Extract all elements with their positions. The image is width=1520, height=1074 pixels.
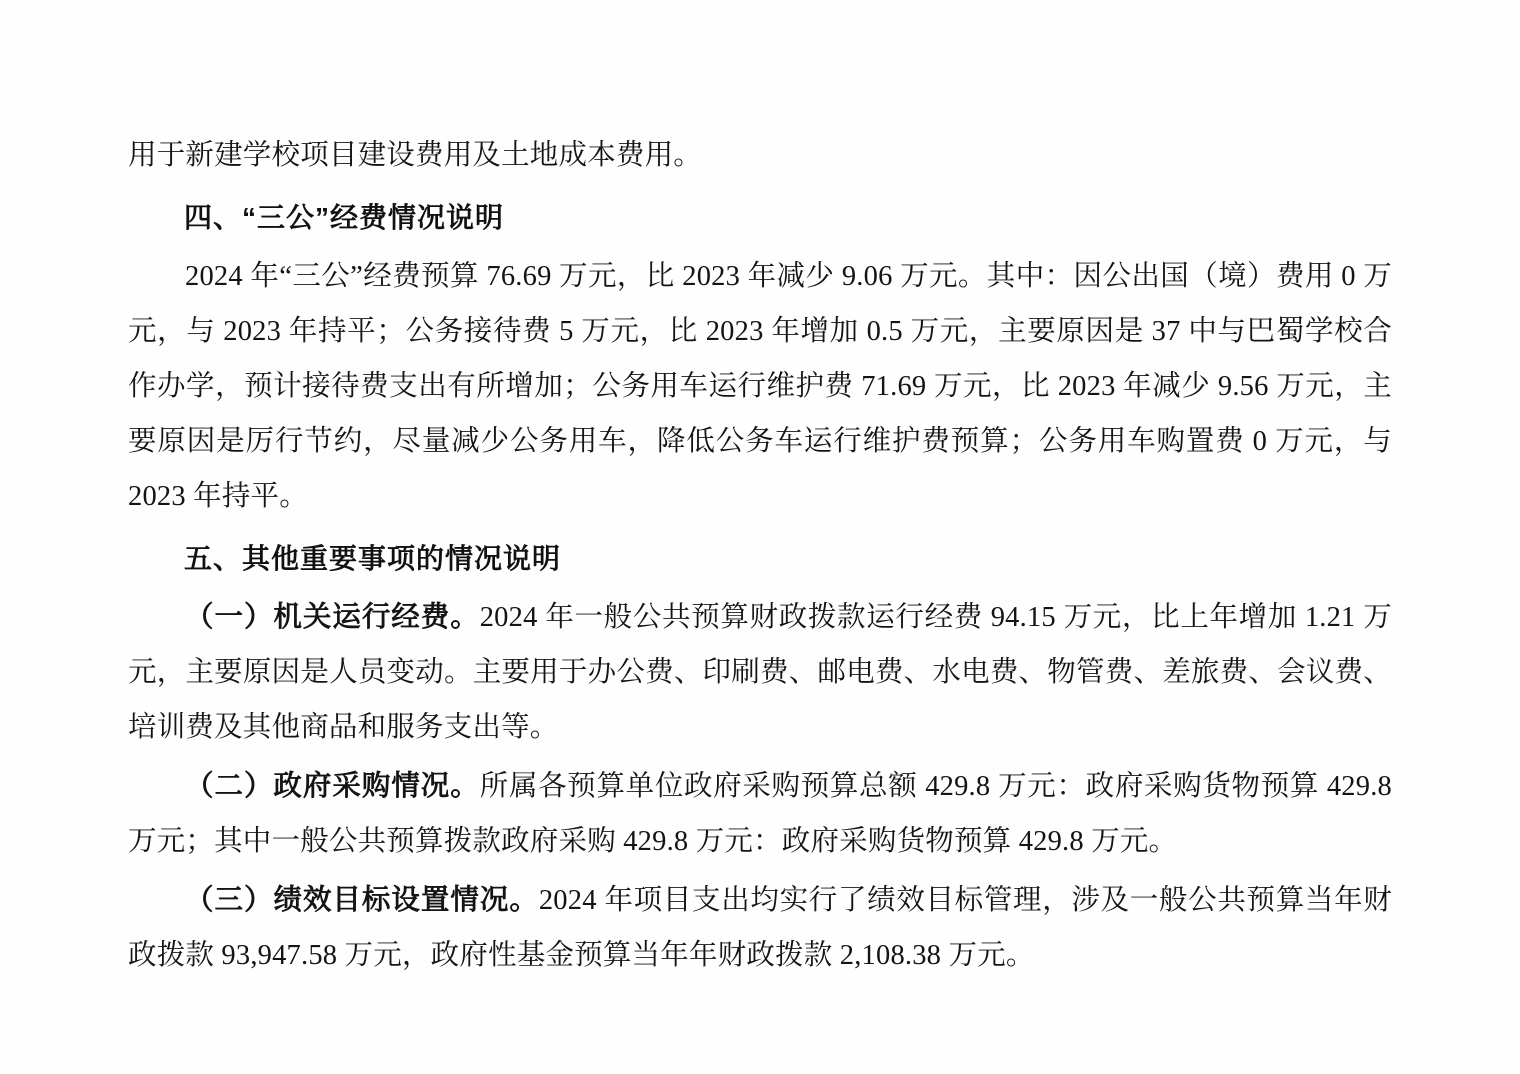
- paragraph-item-one: [128, 590, 1392, 755]
- paragraph-section-four-body: 2024 年“三公”经费预算 76.69 万元，比 2023 年减少 9.06 万元。其中：因公出国（境）费用 0 万元，与 2023 年持平；公务接待费 5 万元，比 2023 年增加 0.5 万元，主要原因是 37 中与巴蜀学校合作办学，预计接待费支出有所增加；公务用车运行维护费 71.69 万元，比 2023 年减少 9.56 万元，主要原因是厉行节约，尽量减少公务用车，降低公务车运行维护费预算；公务用车购置费 0 万元，与 2023 年持平。: [128, 261, 1392, 512]
- paragraph-item-two: [128, 759, 1392, 869]
- paragraph-item-three-text: 2024 年项目支出均实行了绩效目标管理，涉及一般公共预算当年财政拨款 93,947.58 万元，政府性基金预算当年年财政拨款 2,108.38 万元。: [128, 885, 1392, 971]
- paragraph-item-three-lead: （三）绩效目标设置情况。: [185, 884, 539, 916]
- heading-section-four: 四、“三公”经费情况说明: [184, 202, 505, 233]
- paragraph-item-one-lead: （一）机关运行经费。: [185, 601, 480, 633]
- paragraph-item-three: [128, 873, 1392, 983]
- document-body: [128, 128, 1392, 983]
- heading-section-five: 五、其他重要事项的情况说明: [184, 543, 562, 574]
- paragraph-item-two-text: 所属各预算单位政府采购预算总额 429.8 万元：政府采购货物预算 429.8 万元；其中一般公共预算拨款政府采购 429.8 万元：政府采购货物预算 429.8 万元。: [128, 771, 1392, 857]
- paragraph-item-two-lead: （二）政府采购情况。: [185, 770, 480, 802]
- paragraph-item-one-text: 2024 年一般公共预算财政拨款运行经费 94.15 万元，比上年增加 1.21 万元，主要原因是人员变动。主要用于办公费、印刷费、邮电费、水电费、物管费、差旅费、会议费、培训费及其他商品和服务支出等。: [128, 602, 1392, 743]
- paragraph-intro: 用于新建学校项目建设费用及土地成本费用。: [128, 140, 703, 171]
